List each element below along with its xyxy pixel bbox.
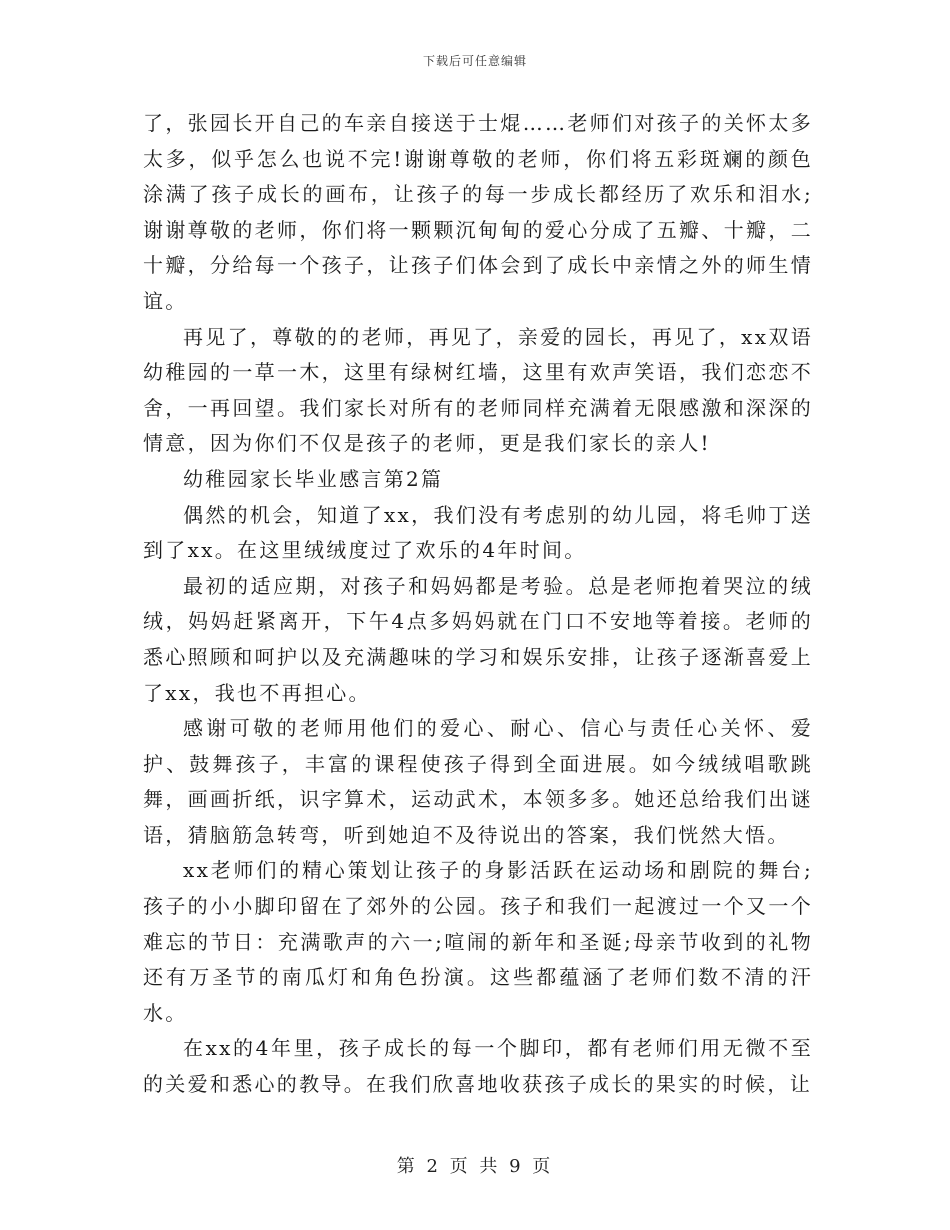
paragraph: 偶然的机会，知道了xx，我们没有考虑别的幼儿园，将毛帅丁送到了xx。在这里绒绒度过了欢乐的4年时间。 xyxy=(143,502,813,563)
paragraph: 了，张园长开自己的车亲自接送于士焜……老师们对孩子的关怀太多太多，似乎怎么也说不完!谢谢尊敬的老师，你们将五彩斑斓的颜色涂满了孩子成长的画布，让孩子的每一步成长都经历了欢乐和泪水;谢谢尊敬的老师，你们将一颗颗沉甸甸的爱心分成了五瓣、十瓣，二十瓣，分给每一个孩子，让孩子们体会到了成长中亲情之外的师生情谊。 xyxy=(143,111,813,313)
paragraph: 在xx的4年里，孩子成长的每一个脚印，都有老师们用无微不至的关爱和悉心的教导。在我们欣喜地收获孩子成长的果实的时候，让 xyxy=(143,1036,813,1097)
section-heading: 幼稚园家长毕业感言第2篇 xyxy=(183,466,444,491)
page-number: 第 2 页 共 9 页 xyxy=(396,1156,554,1177)
paragraph: 最初的适应期，对孩子和妈妈都是考验。总是老师抱着哭泣的绒绒，妈妈赶紧离开，下午4点多妈妈就在门口不安地等着接。老师的悉心照顾和呵护以及充满趣味的学习和娱乐安排，让孩子逐渐喜爱上了xx，我也不再担心。 xyxy=(143,573,813,705)
document-body xyxy=(143,106,813,1103)
page-header-note: 下载后可任意编辑 xyxy=(422,54,527,68)
paragraph: 感谢可敬的老师用他们的爱心、耐心、信心与责任心关怀、爱护、鼓舞孩子，丰富的课程使孩子得到全面进展。如今绒绒唱歌跳舞，画画折纸，识字算术，运动武术，本领多多。她还总给我们出谜语，猜脑筋急转弯，听到她迫不及待说出的答案，我们恍然大悟。 xyxy=(143,716,813,847)
paragraph: 再见了，尊敬的的老师，再见了，亲爱的园长，再见了，xx双语幼稚园的一草一木，这里有绿树红墙，这里有欢声笑语，我们恋恋不舍，一再回望。我们家长对所有的老师同样充满着无限感激和深深的情意，因为你们不仅是孩子的老师，更是我们家长的亲人! xyxy=(143,324,813,456)
paragraph: xx老师们的精心策划让孩子的身影活跃在运动场和剧院的舞台;孩子的小小脚印留在了郊外的公园。孩子和我们一起渡过一个又一个难忘的节日：充满歌声的六一;喧闹的新年和圣诞;母亲节收到的礼物还有万圣节的南瓜灯和角色扮演。这些都蕴涵了老师们数不清的汗水。 xyxy=(143,858,813,1025)
